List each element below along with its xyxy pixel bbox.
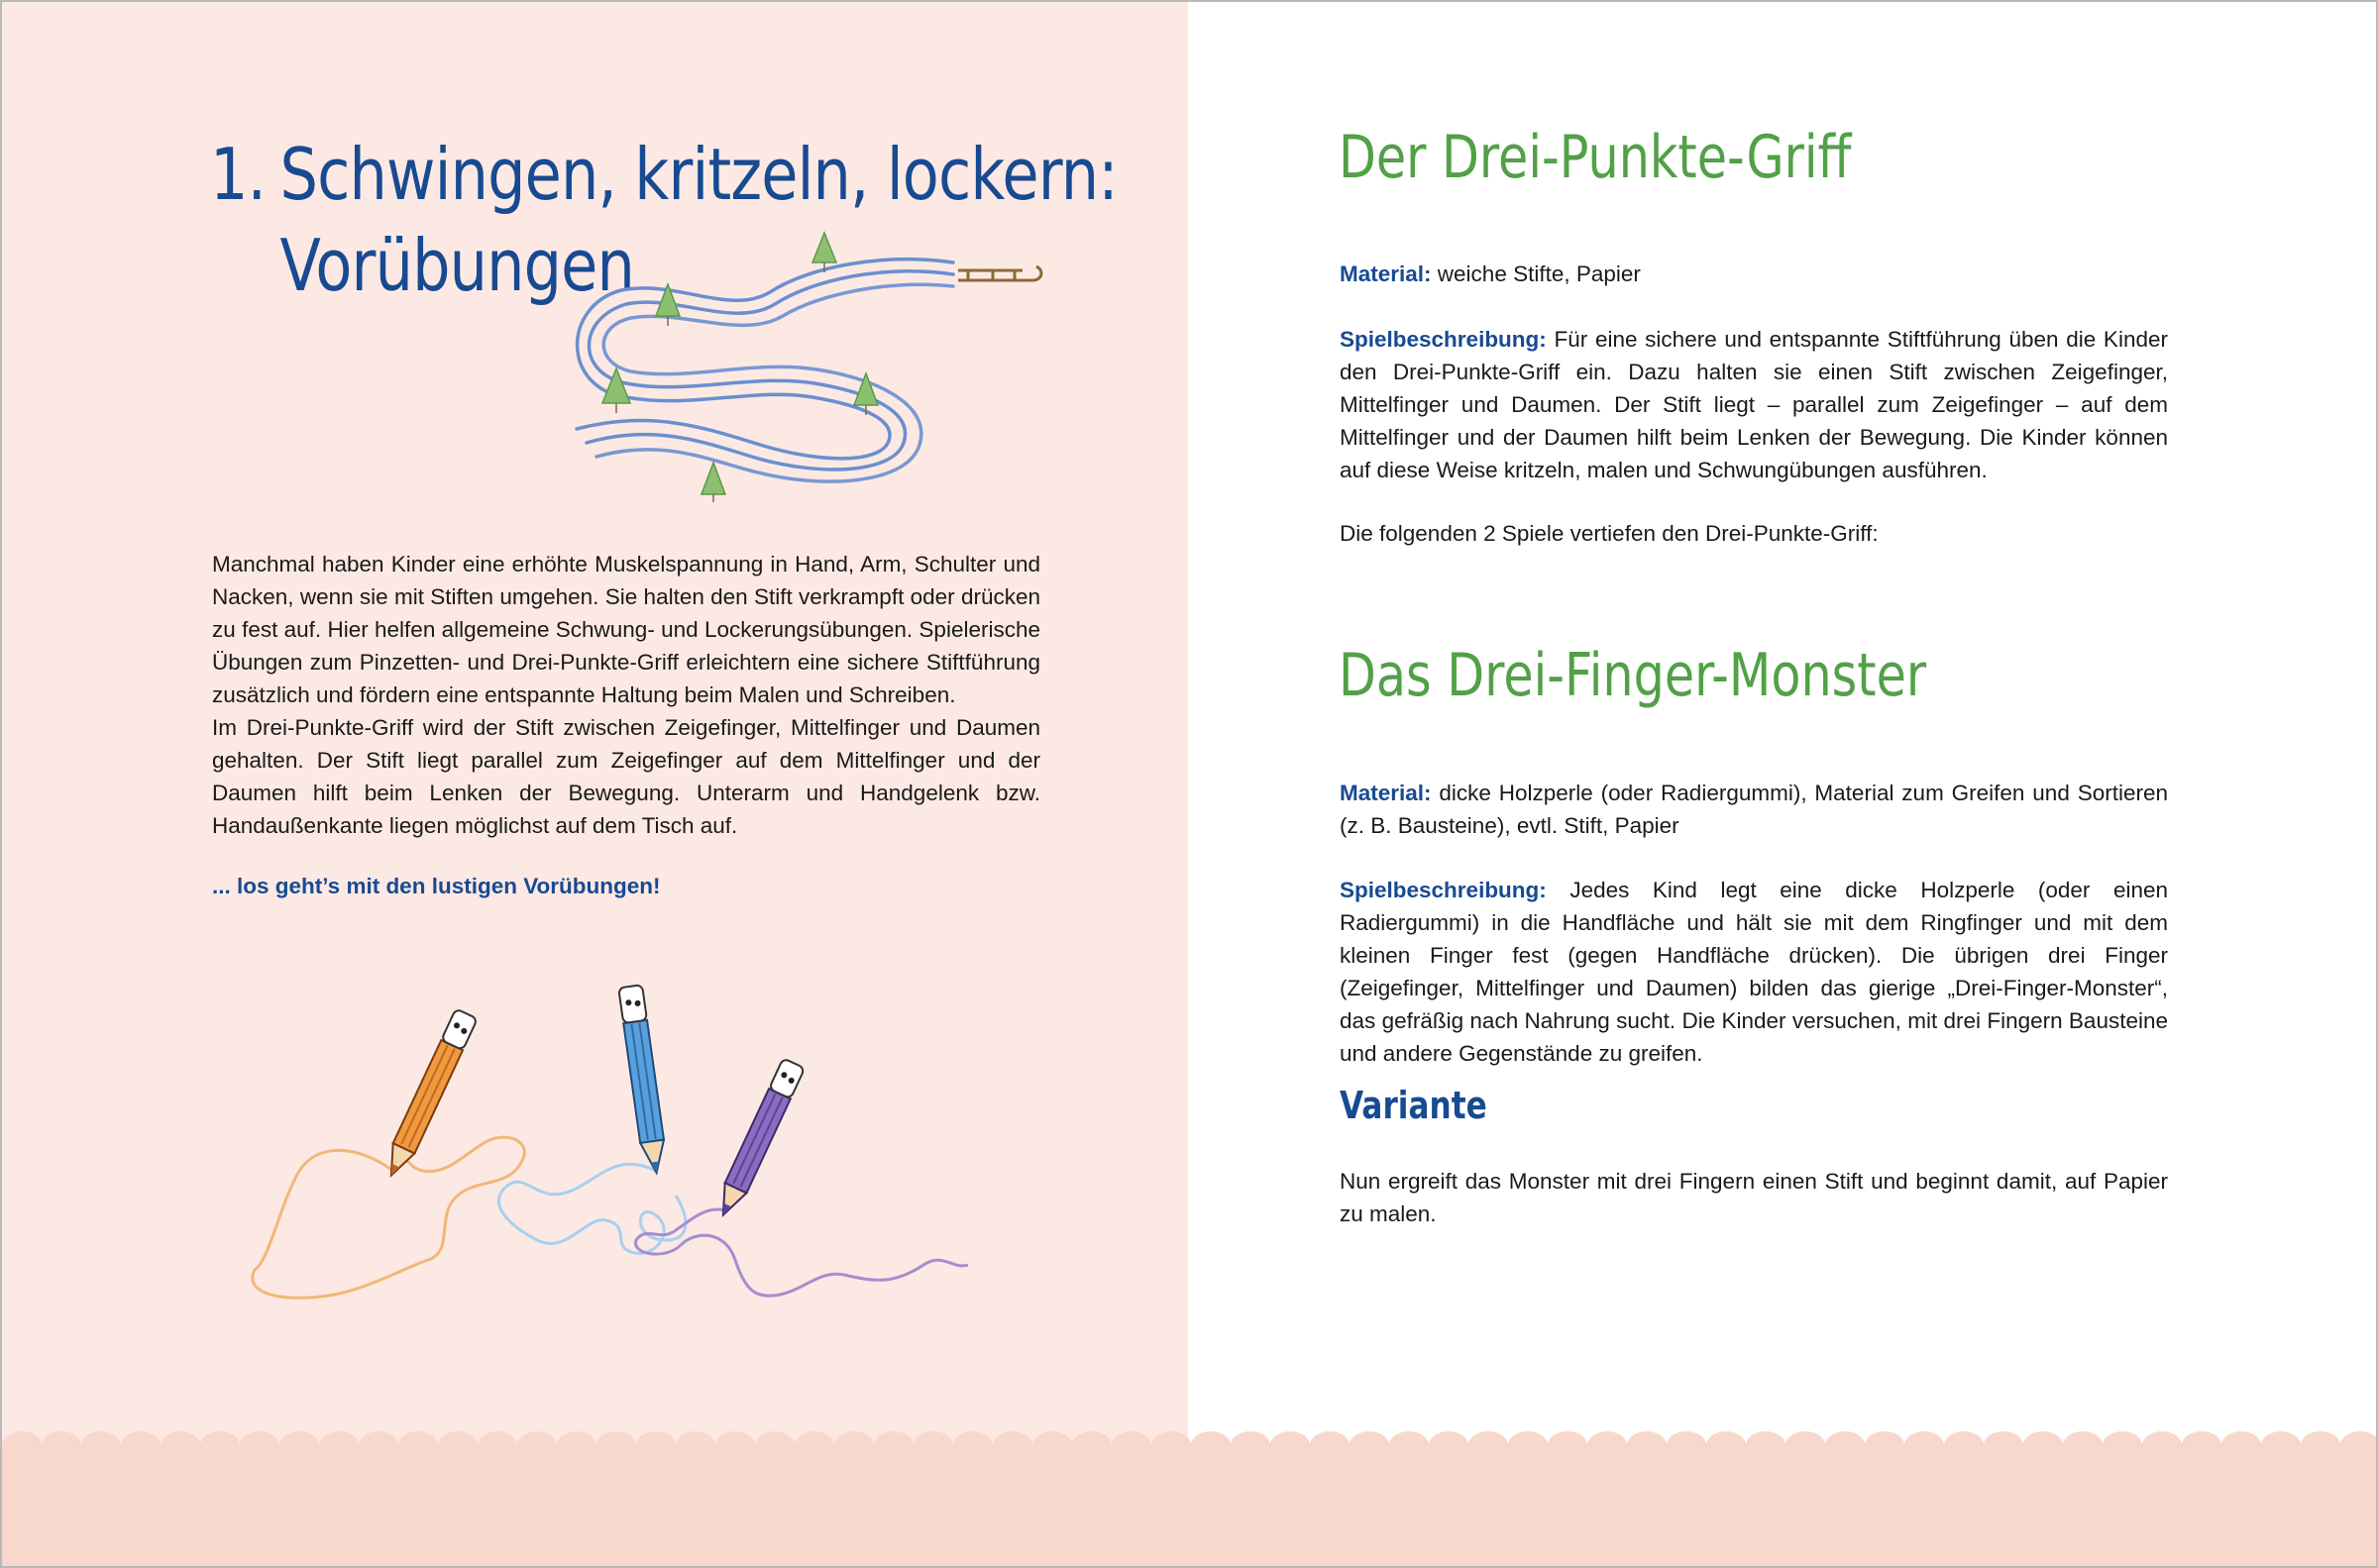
description-1 [1340,323,2168,486]
scallop [1508,1431,1548,1447]
blue-scribble [498,1164,686,1253]
material-text: dicke Holzperle (oder Radiergummi), Material zum Greifen und Sortieren (z. B. Bausteine), evtl. Stift, Papier [1340,781,2168,838]
intro-text [212,548,1040,842]
pencil-orange-icon [380,1008,478,1180]
scallop [2182,1431,2221,1447]
sled-icon [958,266,1041,280]
material-text: weiche Stifte, Papier [1437,261,1641,286]
followup-text: Die folgenden 2 Spiele vertiefen den Drei-Punkte-Griff: [1340,521,1879,546]
scallop [636,1431,676,1447]
scallop [517,1431,557,1447]
scallop [1072,1431,1112,1447]
scallop [874,1431,914,1447]
material-label: Material: [1340,261,1432,286]
right-page [1188,0,2378,1568]
sled-track-illustration [557,225,1052,502]
scallop [2103,1431,2142,1447]
scallop [279,1431,319,1447]
scallop [359,1431,398,1447]
orange-scribble [253,1137,524,1298]
scallop [795,1431,834,1447]
scallop [1984,1431,2023,1447]
scallop [1032,1431,1072,1447]
scallop [1350,1431,1389,1447]
scallop [438,1431,478,1447]
scallop [1468,1431,1508,1447]
scallop [161,1431,200,1447]
scallop [1944,1431,1984,1447]
scallop [1587,1431,1627,1447]
scallop [1151,1431,1191,1447]
intro-paragraph-2: Im Drei-Punkte-Griff wird der Stift zwischen Zeigefinger, Mittelfinger und Daumen gehalten. Der Stift liegt parallel zum Zeigefinger auf dem Mittelfinger und der Daumen hilft beim Lenken der Bewegung. Unterarm und Handgelenk bzw. Handaußenkante liegen möglichst auf dem Tisch auf. [212,715,1040,838]
scallop [2221,1431,2261,1447]
scallop [478,1431,517,1447]
scallop [715,1431,755,1447]
scallop [2340,1431,2376,1447]
scallop [953,1431,993,1447]
purple-scribble [636,1209,968,1296]
scallop [2023,1431,2063,1447]
scallop [1904,1431,1944,1447]
variant-heading: Variante [1340,1084,1487,1127]
description-label: Spielbeschreibung: [1340,878,1547,902]
footer-band [2,1443,2376,1566]
scallop [42,1431,81,1447]
scallop [1865,1431,1904,1447]
left-page [0,0,1188,1568]
scallop [596,1431,636,1447]
scallop [1706,1431,1746,1447]
description-2 [1340,874,2168,1070]
scallop [2,1431,42,1447]
scallop-edge [2,1427,2376,1447]
scallop [1270,1431,1310,1447]
call-to-action: ... los geht’s mit den lustigen Vorübungen! [212,874,661,898]
material-line-2 [1340,777,2168,842]
scallop [1548,1431,1587,1447]
scallop [1746,1431,1785,1447]
section-heading-drei-punkte-griff: Der Drei-Punkte-Griff [1339,123,1852,192]
scallop [121,1431,161,1447]
scallop [81,1431,121,1447]
chapter-title-line2: Vorübungen [279,224,635,307]
scallop [319,1431,359,1447]
scallop [2063,1431,2103,1447]
scallop [834,1431,874,1447]
scallop [1112,1431,1151,1447]
scallop [398,1431,438,1447]
pencil-purple-icon [712,1058,805,1219]
scallop [2301,1431,2340,1447]
scallop [1191,1431,1231,1447]
scallop [1667,1431,1706,1447]
scallop [993,1431,1032,1447]
variant-text: Nun ergreift das Monster mit drei Fingern einen Stift und beginnt damit, auf Papier zu malen. [1340,1169,2168,1226]
scallop [240,1431,279,1447]
scallop [2261,1431,2301,1447]
scallop [755,1431,795,1447]
material-label: Material: [1340,781,1432,805]
chapter-title-line1: Schwingen, kritzeln, lockern: [279,133,1118,216]
scallop [1389,1431,1429,1447]
description-text: Jedes Kind legt eine dicke Holzperle (oder einen Radiergummi) in die Handfläche und hält sie mit dem Ringfinger und mit dem kleinen Finger fest (gegen Handfläche drücken). Die übrigen drei Finger (Zeigefinger, Mittelfinger und Daumen) bilden das gierige „Drei-Finger-Monster“, das gefräßig nach Nahrung sucht. Die Kinder versuchen, mit drei Fingern Bausteine und andere Gegenstände zu greifen. [1340,878,2168,1066]
scallop [1785,1431,1825,1447]
chapter-number: 1. [210,133,267,216]
scallop [1429,1431,1468,1447]
intro-paragraph-1: Manchmal haben Kinder eine erhöhte Muskelspannung in Hand, Arm, Schulter und Nacken, wenn sie mit Stiften umgehen. Sie halten den Stift verkrampft oder drücken zu fest auf. Hier helfen allgemeine Schwung- und Lockerungsübungen. Spielerische Übungen zum Pinzetten- und Drei-Punkte-Griff erleichtern eine sichere Stiftführung zusätzlich und fördern eine entspannte Haltung beim Malen und Schreiben. [212,552,1040,707]
pencil-blue-icon [618,985,668,1174]
scallop [2142,1431,2182,1447]
scallop [676,1431,715,1447]
description-label: Spielbeschreibung: [1340,327,1547,352]
scallop [914,1431,953,1447]
section-heading-drei-finger-monster: Das Drei-Finger-Monster [1339,641,1927,710]
scallop [1825,1431,1865,1447]
scallop [1231,1431,1270,1447]
scallop [1310,1431,1350,1447]
scallop [557,1431,596,1447]
pencils-illustration [240,973,993,1329]
scallop [200,1431,240,1447]
material-line-1 [1340,258,2168,290]
description-text: Für eine sichere und entspannte Stiftführung üben die Kinder den Drei-Punkte-Griff ein. Dazu halten sie einen Stift zwischen Zeigefinger, Mittelfinger und Daumen. Der Stift liegt – parallel zum Zeigefinger – auf dem Mittelfinger und der Daumen hilft beim Lenken der Bewegung. Die Kinder können auf diese Weise kritzeln, malen und Schwungübungen ausführen. [1340,327,2168,482]
scallop [1627,1431,1667,1447]
